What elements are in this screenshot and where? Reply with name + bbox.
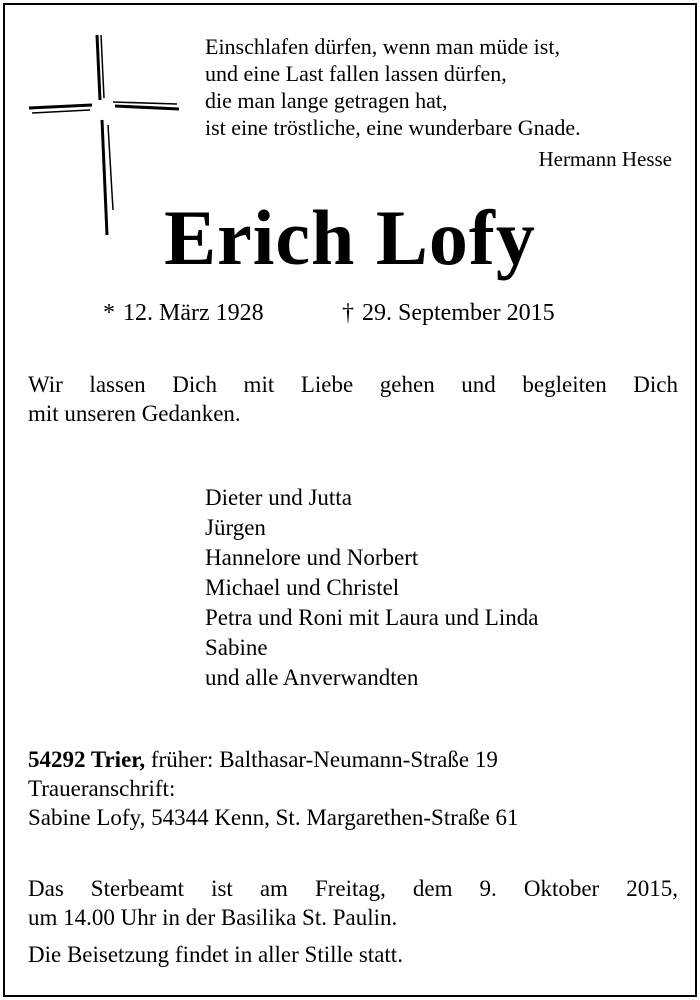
poem-line: Einschlafen dürfen, wenn man müde ist, <box>205 34 560 59</box>
mourning-address-label: Traueranschrift: <box>28 776 176 801</box>
birth-date-group <box>103 300 264 327</box>
poem-line: und eine Last fallen lassen dürfen, <box>205 61 507 86</box>
mourner-entry: Dieter und Jutta <box>205 485 352 510</box>
birth-date: 12. März 1928 <box>123 300 264 326</box>
mourning-address: Sabine Lofy, 54344 Kenn, St. Margarethen-Straße 61 <box>28 805 519 830</box>
address-former: früher: Balthasar-Neumann-Straße 19 <box>150 747 498 772</box>
intro-line: Wir lassen Dich mit Liebe gehen und begleiten Dich <box>28 372 678 397</box>
intro-line: mit unseren Gedanken. <box>28 401 241 426</box>
mourners-list <box>205 483 538 693</box>
service-info <box>28 874 678 932</box>
address-block <box>28 745 678 832</box>
burial-line: Die Beisetzung findet in aller Stille statt. <box>28 942 403 967</box>
burial-info <box>28 940 678 969</box>
address-city: 54292 Trier, <box>28 747 146 772</box>
mourner-entry: Sabine <box>205 635 268 660</box>
poem-author: Hermann Hesse <box>538 147 672 171</box>
mourner-entry: und alle Anverwandten <box>205 665 419 690</box>
mourner-entry: Hannelore und Norbert <box>205 545 419 570</box>
poem-line: die man lange getragen hat, <box>205 88 448 113</box>
birth-symbol: * <box>103 300 115 326</box>
death-date-group <box>342 300 555 327</box>
service-line: Das Sterbeamt ist am Freitag, dem 9. Oktober 2015, <box>28 876 678 901</box>
service-line: um 14.00 Uhr in der Basilika St. Paulin. <box>28 905 398 930</box>
deceased-name: Erich Lofy <box>164 194 536 281</box>
mourner-entry: Jürgen <box>205 515 266 540</box>
mourner-entry: Petra und Roni mit Laura und Linda <box>205 605 539 630</box>
intro-text <box>28 370 678 428</box>
poem-quote <box>205 33 675 141</box>
death-date: 29. September 2015 <box>362 300 555 326</box>
address-line <box>28 745 678 774</box>
death-symbol: † <box>342 300 354 326</box>
poem-line: ist eine tröstliche, eine wunderbare Gnade. <box>205 115 581 140</box>
mourner-entry: Michael und Christel <box>205 575 400 600</box>
